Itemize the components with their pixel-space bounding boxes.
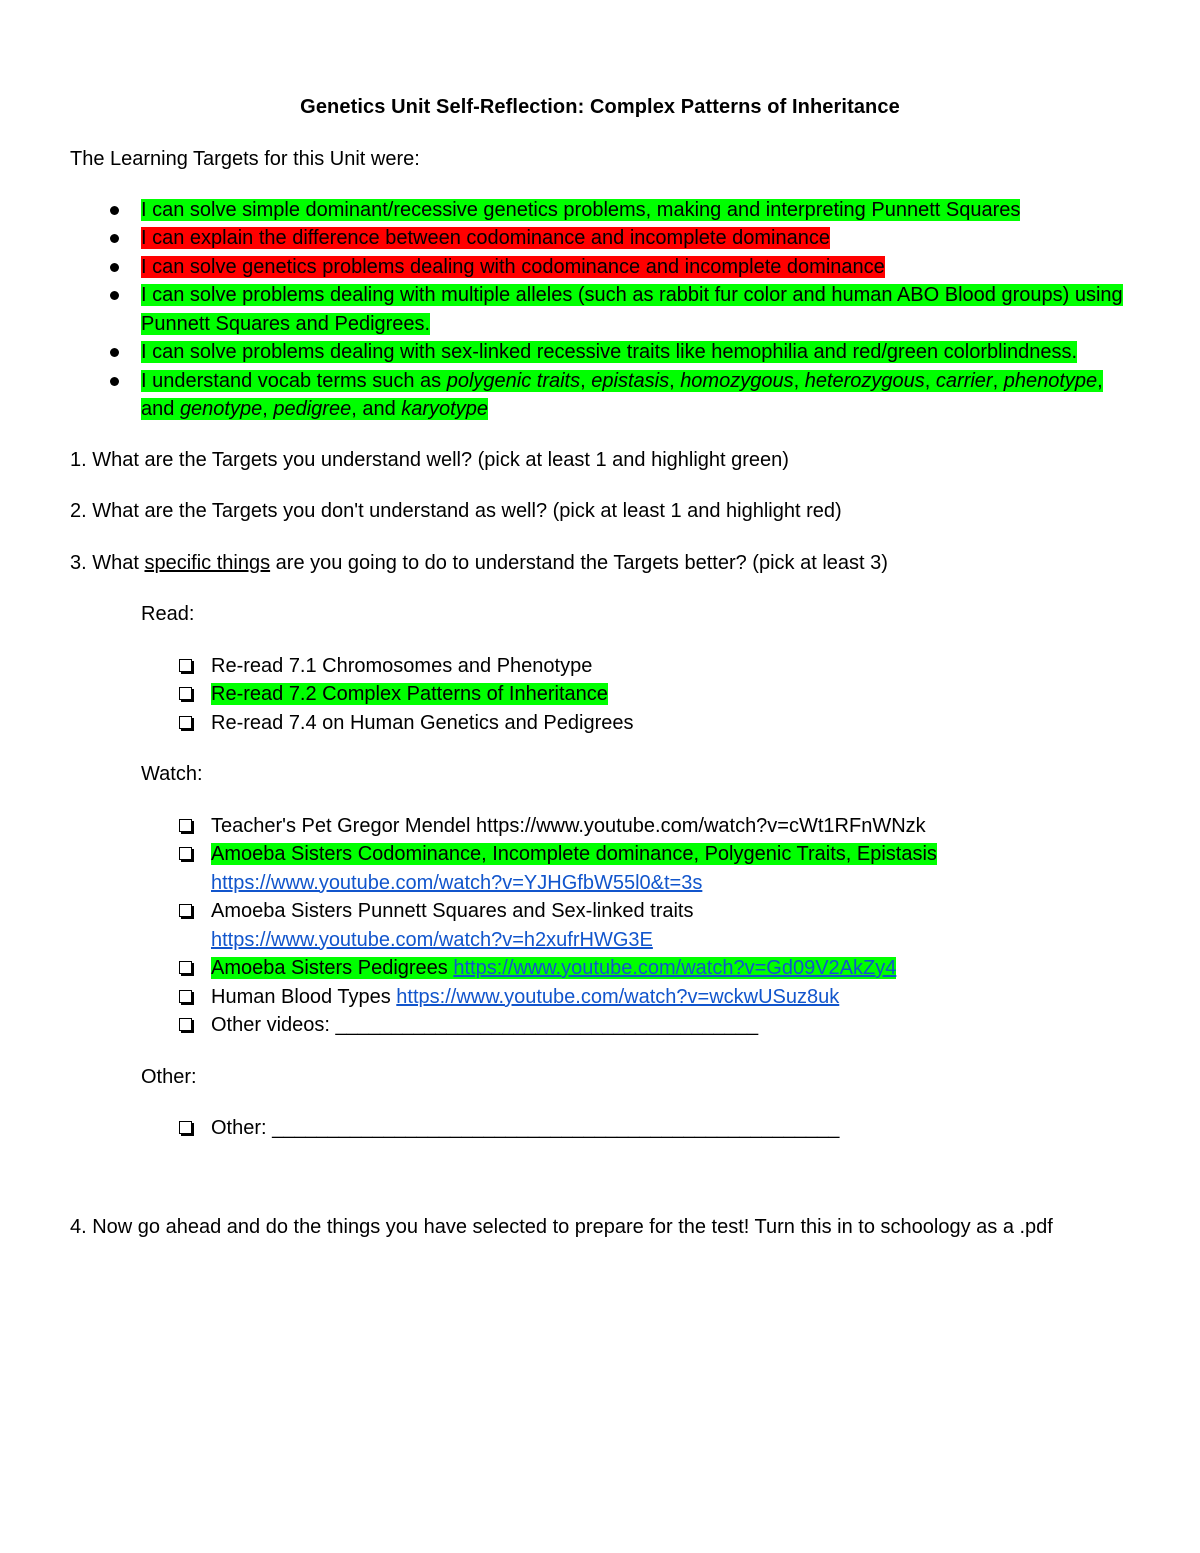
vocab-term: carrier — [935, 369, 993, 392]
read-label: Read: — [141, 603, 195, 625]
target-text-green — [141, 370, 1103, 421]
checklist-item[interactable] — [70, 1011, 1130, 1040]
vocab-sep: , and — [351, 398, 402, 420]
vocab-sep: , — [262, 398, 274, 420]
document-page — [70, 93, 1130, 1264]
bullet-icon — [110, 206, 119, 215]
checklist-item[interactable] — [70, 897, 1130, 954]
checkbox-icon[interactable] — [179, 961, 192, 974]
spacer — [70, 1166, 1130, 1213]
target-item — [70, 253, 1130, 282]
checkbox-icon[interactable] — [179, 716, 192, 729]
checklist-item[interactable] — [70, 1114, 1130, 1143]
bullet-icon — [110, 263, 119, 272]
vocab-intro: I understand vocab terms such as — [141, 369, 447, 392]
checkbox-icon[interactable] — [179, 990, 192, 1003]
intro-text: The Learning Targets for this Unit were: — [70, 148, 420, 170]
video-link[interactable]: https://www.youtube.com/watch?v=h2xufrHWG3E — [211, 928, 653, 951]
checklist-item-label: Re-read 7.4 on Human Genetics and Pedigrees — [211, 711, 634, 734]
vocab-sep: , — [793, 369, 805, 392]
question-3 — [70, 549, 1130, 578]
watch-label: Watch: — [141, 763, 203, 785]
vocab-term: epistasis — [591, 369, 670, 392]
checkbox-icon[interactable] — [179, 819, 192, 832]
target-item — [70, 281, 1130, 338]
question-3-pre: 3. What — [70, 551, 145, 574]
target-item — [70, 338, 1130, 367]
checklist-item-label: Teacher's Pet Gregor Mendel https://www.youtube.com/watch?v=cWt1RFnWNzk — [211, 814, 926, 837]
target-item — [70, 224, 1130, 253]
checkbox-icon[interactable] — [179, 1121, 192, 1134]
vocab-sep: , — [580, 369, 592, 392]
other-label: Other: — [141, 1065, 197, 1088]
checklist-item[interactable] — [70, 652, 1130, 681]
checklist-item[interactable] — [70, 983, 1130, 1012]
video-link[interactable]: https://www.youtube.com/watch?v=Gd09V2AkZy4 — [453, 957, 897, 979]
target-text-red: I can solve genetics problems dealing with codominance and incomplete dominance — [141, 255, 885, 278]
checklist-item-label: Re-read 7.2 Complex Patterns of Inheritance — [211, 683, 608, 705]
checkbox-icon[interactable] — [179, 1018, 192, 1031]
bullet-icon — [110, 377, 119, 386]
checkbox-icon[interactable] — [179, 847, 192, 860]
checklist-item-label: Amoeba Sisters Pedigrees — [211, 957, 454, 979]
bullet-icon — [110, 291, 119, 300]
checklist-item-highlight — [211, 957, 896, 979]
checklist-item-label: Other: ___________________________________________________ — [211, 1117, 840, 1139]
vocab-sep: , — [669, 369, 681, 392]
other-checklist — [70, 1114, 1130, 1143]
target-text-red: I can explain the difference between codominance and incomplete dominance — [141, 227, 830, 249]
target-item — [70, 196, 1130, 225]
target-text-green: I can solve simple dominant/recessive genetics problems, making and interpreting Punnett Squares — [141, 198, 1021, 221]
checkbox-icon[interactable] — [179, 687, 192, 700]
vocab-term: karyotype — [401, 398, 488, 420]
checklist-item-label: Amoeba Sisters Punnett Squares and Sex-linked traits — [211, 900, 694, 922]
question-2: 2. What are the Targets you don't understand as well? (pick at least 1 and highlight red) — [70, 500, 842, 522]
question-3-underlined: specific things — [144, 551, 271, 574]
checklist-item-label: Other videos: ______________________________________ — [211, 1014, 759, 1036]
checkbox-icon[interactable] — [179, 659, 192, 672]
checklist-item[interactable] — [70, 840, 1130, 897]
vocab-sep: , — [992, 369, 1004, 392]
question-1: 1. What are the Targets you understand well? (pick at least 1 and highlight green) — [70, 448, 789, 471]
vocab-term: phenotype — [1003, 369, 1098, 392]
checkbox-icon[interactable] — [179, 904, 192, 917]
vocab-term: pedigree — [273, 398, 352, 420]
vocab-term: polygenic traits — [446, 369, 581, 392]
vocab-term: heterozygous — [804, 369, 925, 392]
checklist-item-label: Amoeba Sisters Codominance, Incomplete dominance, Polygenic Traits, Epistasis — [211, 843, 937, 865]
checklist-item-label: Re-read 7.1 Chromosomes and Phenotype — [211, 654, 593, 677]
learning-targets-list — [70, 196, 1130, 424]
question-4: 4. Now go ahead and do the things you have selected to prepare for the test! Turn this in to schoology as a .pdf — [70, 1215, 1053, 1238]
bullet-icon — [110, 234, 119, 243]
vocab-term: homozygous — [680, 369, 794, 392]
vocab-term: genotype — [179, 398, 263, 420]
vocab-sep: , and — [141, 369, 1103, 420]
checklist-item[interactable] — [70, 812, 1130, 841]
checklist-item[interactable] — [70, 680, 1130, 709]
target-text-green: I can solve problems dealing with multiple alleles (such as rabbit fur color and human ABO Blood groups) using Punnett Squares and Pedigrees. — [141, 284, 1123, 335]
video-link[interactable]: https://www.youtube.com/watch?v=wckwUSuz8uk — [396, 985, 840, 1008]
checklist-item[interactable] — [70, 954, 1130, 983]
question-3-post: are you going to do to understand the Targets better? (pick at least 3) — [270, 551, 888, 574]
document-title: Genetics Unit Self-Reflection: Complex Patterns of Inheritance — [300, 96, 900, 118]
vocab-sep: , — [924, 369, 936, 392]
checklist-item[interactable] — [70, 709, 1130, 738]
bullet-icon — [110, 348, 119, 357]
read-checklist — [70, 652, 1130, 738]
video-link[interactable]: https://www.youtube.com/watch?v=YJHGfbW55l0&t=3s — [211, 871, 703, 894]
target-item — [70, 367, 1130, 424]
watch-checklist — [70, 812, 1130, 1040]
checklist-item-label: Human Blood Types — [211, 985, 397, 1008]
target-text-green: I can solve problems dealing with sex-linked recessive traits like hemophilia and red/green colorblindness. — [141, 341, 1078, 363]
